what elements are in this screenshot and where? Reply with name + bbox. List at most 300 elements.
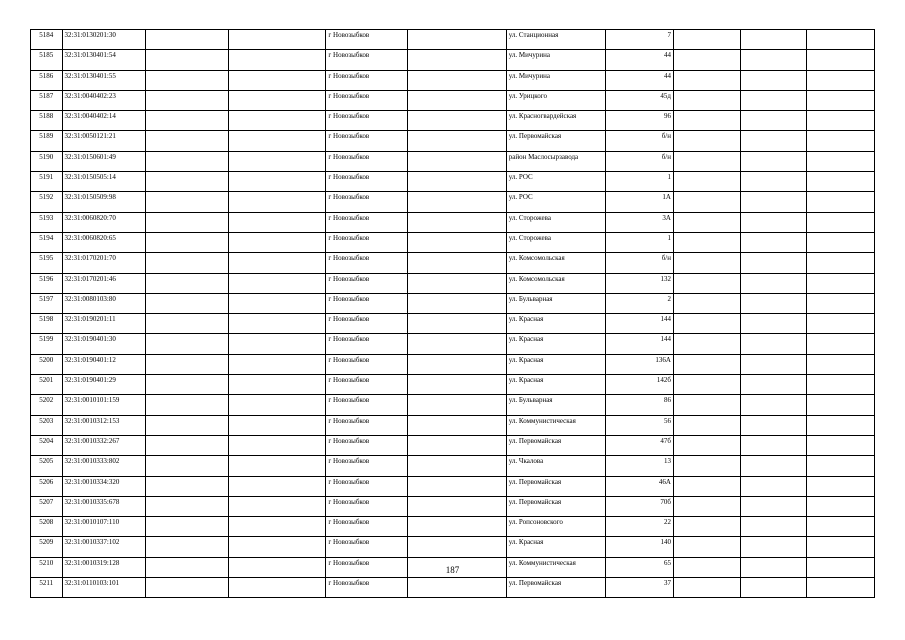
empty-cell	[741, 334, 806, 354]
street-cell: ул. Первомайская	[506, 578, 605, 598]
empty-cell	[673, 90, 740, 110]
empty-cell	[407, 131, 506, 151]
street-cell: ул. Сторожева	[506, 232, 605, 252]
street-cell: ул. Красная	[506, 354, 605, 374]
table-row	[31, 30, 875, 50]
city-cell: г Новозыбков	[326, 293, 407, 313]
row-number-cell: 5208	[31, 517, 63, 537]
house-number-cell: 1	[605, 232, 673, 252]
table-row	[31, 70, 875, 90]
city-cell: г Новозыбков	[326, 517, 407, 537]
row-number-cell: 5186	[31, 70, 63, 90]
row-number-cell: 5206	[31, 476, 63, 496]
row-number-cell: 5201	[31, 375, 63, 395]
table-row	[31, 232, 875, 252]
row-number-cell: 5203	[31, 415, 63, 435]
house-number-cell: 56	[605, 415, 673, 435]
empty-cell	[741, 293, 806, 313]
empty-cell	[407, 456, 506, 476]
empty-cell	[228, 232, 326, 252]
empty-cell	[146, 253, 229, 273]
table-row	[31, 435, 875, 455]
table-row	[31, 253, 875, 273]
house-number-cell: б/н	[605, 253, 673, 273]
house-number-cell: 142б	[605, 375, 673, 395]
empty-cell	[146, 375, 229, 395]
row-number-cell: 5202	[31, 395, 63, 415]
empty-cell	[228, 334, 326, 354]
empty-cell	[806, 415, 875, 435]
cadastral-number-cell: 32:31:0170201:46	[62, 273, 146, 293]
cadastral-number-cell: 32:31:0190401:12	[62, 354, 146, 374]
city-cell: г Новозыбков	[326, 557, 407, 577]
empty-cell	[741, 232, 806, 252]
row-number-cell: 5193	[31, 212, 63, 232]
empty-cell	[146, 70, 229, 90]
empty-cell	[146, 273, 229, 293]
empty-cell	[228, 537, 326, 557]
empty-cell	[673, 314, 740, 334]
empty-cell	[146, 314, 229, 334]
cadastral-number-cell: 32:31:0130201:30	[62, 30, 146, 50]
empty-cell	[741, 253, 806, 273]
street-cell: ул. Первомайская	[506, 435, 605, 455]
cadastral-number-cell: 32:31:0010333:802	[62, 456, 146, 476]
empty-cell	[741, 30, 806, 50]
empty-cell	[806, 151, 875, 171]
empty-cell	[407, 415, 506, 435]
house-number-cell: 65	[605, 557, 673, 577]
house-number-cell: 1А	[605, 192, 673, 212]
empty-cell	[228, 293, 326, 313]
empty-cell	[407, 435, 506, 455]
empty-cell	[673, 212, 740, 232]
house-number-cell: 1	[605, 172, 673, 192]
empty-cell	[806, 578, 875, 598]
row-number-cell: 5184	[31, 30, 63, 50]
empty-cell	[741, 578, 806, 598]
empty-cell	[228, 517, 326, 537]
street-cell: ул. Комсомольская	[506, 273, 605, 293]
empty-cell	[673, 293, 740, 313]
registry-rows	[31, 30, 875, 598]
empty-cell	[228, 172, 326, 192]
empty-cell	[146, 435, 229, 455]
street-cell: ул. Коммунистическая	[506, 415, 605, 435]
empty-cell	[407, 375, 506, 395]
city-cell: г Новозыбков	[326, 354, 407, 374]
row-number-cell: 5199	[31, 334, 63, 354]
cadastral-number-cell: 32:31:0110103:101	[62, 578, 146, 598]
empty-cell	[407, 354, 506, 374]
empty-cell	[741, 111, 806, 131]
cadastral-number-cell: 32:31:0010335:678	[62, 496, 146, 516]
city-cell: г Новозыбков	[326, 496, 407, 516]
city-cell: г Новозыбков	[326, 151, 407, 171]
empty-cell	[228, 253, 326, 273]
empty-cell	[806, 232, 875, 252]
empty-cell	[741, 192, 806, 212]
cadastral-number-cell: 32:31:0060820:70	[62, 212, 146, 232]
empty-cell	[806, 334, 875, 354]
empty-cell	[407, 517, 506, 537]
row-number-cell: 5205	[31, 456, 63, 476]
row-number-cell: 5204	[31, 435, 63, 455]
empty-cell	[673, 415, 740, 435]
empty-cell	[741, 354, 806, 374]
empty-cell	[806, 354, 875, 374]
street-cell: ул. РОС	[506, 192, 605, 212]
empty-cell	[407, 334, 506, 354]
row-number-cell: 5198	[31, 314, 63, 334]
cadastral-number-cell: 32:31:0010312:153	[62, 415, 146, 435]
street-cell: ул. Красная	[506, 334, 605, 354]
city-cell: г Новозыбков	[326, 90, 407, 110]
house-number-cell: 22	[605, 517, 673, 537]
empty-cell	[146, 537, 229, 557]
empty-cell	[228, 395, 326, 415]
empty-cell	[673, 273, 740, 293]
house-number-cell: 13	[605, 456, 673, 476]
table-row	[31, 375, 875, 395]
empty-cell	[673, 70, 740, 90]
cadastral-number-cell: 32:31:0010101:159	[62, 395, 146, 415]
empty-cell	[673, 151, 740, 171]
empty-cell	[806, 456, 875, 476]
street-cell: район Маслосырзавода	[506, 151, 605, 171]
cadastral-number-cell: 32:31:0050121:21	[62, 131, 146, 151]
row-number-cell: 5187	[31, 90, 63, 110]
street-cell: ул. Бульварная	[506, 293, 605, 313]
empty-cell	[407, 212, 506, 232]
table-row	[31, 456, 875, 476]
empty-cell	[806, 476, 875, 496]
city-cell: г Новозыбков	[326, 375, 407, 395]
street-cell: ул. Первомайская	[506, 496, 605, 516]
empty-cell	[673, 334, 740, 354]
house-number-cell: 140	[605, 537, 673, 557]
empty-cell	[228, 131, 326, 151]
empty-cell	[741, 395, 806, 415]
cadastral-number-cell: 32:31:0010107:110	[62, 517, 146, 537]
empty-cell	[228, 435, 326, 455]
table-row	[31, 151, 875, 171]
city-cell: г Новозыбков	[326, 111, 407, 131]
city-cell: г Новозыбков	[326, 435, 407, 455]
city-cell: г Новозыбков	[326, 232, 407, 252]
house-number-cell: 132	[605, 273, 673, 293]
row-number-cell: 5189	[31, 131, 63, 151]
empty-cell	[806, 172, 875, 192]
table-row	[31, 111, 875, 131]
empty-cell	[228, 50, 326, 70]
house-number-cell: 7	[605, 30, 673, 50]
cadastral-number-cell: 32:31:0150509:98	[62, 192, 146, 212]
cadastral-number-cell: 32:31:0010334:320	[62, 476, 146, 496]
empty-cell	[228, 354, 326, 374]
empty-cell	[741, 131, 806, 151]
empty-cell	[741, 435, 806, 455]
empty-cell	[806, 70, 875, 90]
empty-cell	[146, 578, 229, 598]
street-cell: ул. Бульварная	[506, 395, 605, 415]
street-cell: ул. Первомайская	[506, 131, 605, 151]
table-row	[31, 90, 875, 110]
city-cell: г Новозыбков	[326, 395, 407, 415]
row-number-cell: 5195	[31, 253, 63, 273]
row-number-cell: 5192	[31, 192, 63, 212]
table-row	[31, 395, 875, 415]
empty-cell	[407, 90, 506, 110]
empty-cell	[146, 50, 229, 70]
empty-cell	[146, 131, 229, 151]
row-number-cell: 5207	[31, 496, 63, 516]
empty-cell	[806, 253, 875, 273]
table-row	[31, 415, 875, 435]
empty-cell	[741, 50, 806, 70]
empty-cell	[146, 172, 229, 192]
house-number-cell: 144	[605, 314, 673, 334]
empty-cell	[407, 578, 506, 598]
empty-cell	[673, 50, 740, 70]
street-cell: ул. РОС	[506, 172, 605, 192]
empty-cell	[228, 476, 326, 496]
city-cell: г Новозыбков	[326, 70, 407, 90]
house-number-cell: 44	[605, 70, 673, 90]
empty-cell	[146, 496, 229, 516]
empty-cell	[407, 70, 506, 90]
house-number-cell: б/н	[605, 151, 673, 171]
row-number-cell: 5191	[31, 172, 63, 192]
empty-cell	[806, 212, 875, 232]
cadastral-number-cell: 32:31:0040402:14	[62, 111, 146, 131]
table-row	[31, 496, 875, 516]
empty-cell	[741, 517, 806, 537]
street-cell: ул. Первомайская	[506, 476, 605, 496]
empty-cell	[146, 212, 229, 232]
empty-cell	[673, 192, 740, 212]
empty-cell	[741, 212, 806, 232]
empty-cell	[407, 151, 506, 171]
empty-cell	[228, 111, 326, 131]
street-cell: ул. Красная	[506, 375, 605, 395]
row-number-cell: 5196	[31, 273, 63, 293]
table-row	[31, 212, 875, 232]
cadastral-number-cell: 32:31:0190401:30	[62, 334, 146, 354]
empty-cell	[806, 435, 875, 455]
house-number-cell: 136А	[605, 354, 673, 374]
street-cell: ул. Станционная	[506, 30, 605, 50]
empty-cell	[146, 90, 229, 110]
empty-cell	[673, 537, 740, 557]
empty-cell	[806, 496, 875, 516]
empty-cell	[146, 517, 229, 537]
row-number-cell: 5185	[31, 50, 63, 70]
cadastral-number-cell: 32:31:0060820:65	[62, 232, 146, 252]
cadastral-number-cell: 32:31:0170201:70	[62, 253, 146, 273]
empty-cell	[806, 192, 875, 212]
empty-cell	[741, 151, 806, 171]
house-number-cell: 46А	[605, 476, 673, 496]
empty-cell	[806, 293, 875, 313]
row-number-cell: 5197	[31, 293, 63, 313]
empty-cell	[146, 415, 229, 435]
empty-cell	[673, 496, 740, 516]
empty-cell	[228, 151, 326, 171]
city-cell: г Новозыбков	[326, 192, 407, 212]
empty-cell	[741, 496, 806, 516]
empty-cell	[407, 314, 506, 334]
table-row	[31, 334, 875, 354]
city-cell: г Новозыбков	[326, 253, 407, 273]
empty-cell	[407, 30, 506, 50]
page-number: 187	[445, 565, 460, 575]
street-cell: ул. Чкалова	[506, 456, 605, 476]
empty-cell	[741, 90, 806, 110]
cadastral-number-cell: 32:31:0150505:14	[62, 172, 146, 192]
house-number-cell: 70б	[605, 496, 673, 516]
house-number-cell: 47б	[605, 435, 673, 455]
cadastral-number-cell: 32:31:0130401:54	[62, 50, 146, 70]
empty-cell	[806, 90, 875, 110]
row-number-cell: 5209	[31, 537, 63, 557]
empty-cell	[228, 375, 326, 395]
cadastral-number-cell: 32:31:0010332:267	[62, 435, 146, 455]
empty-cell	[673, 435, 740, 455]
table-row	[31, 273, 875, 293]
empty-cell	[673, 395, 740, 415]
street-cell: ул. Мичурина	[506, 50, 605, 70]
empty-cell	[407, 273, 506, 293]
empty-cell	[673, 375, 740, 395]
cadastral-number-cell: 32:31:0150601:49	[62, 151, 146, 171]
house-number-cell: 2	[605, 293, 673, 313]
empty-cell	[407, 50, 506, 70]
row-number-cell: 5194	[31, 232, 63, 252]
empty-cell	[673, 517, 740, 537]
table-row	[31, 50, 875, 70]
empty-cell	[806, 111, 875, 131]
table-row	[31, 172, 875, 192]
empty-cell	[228, 90, 326, 110]
row-number-cell: 5210	[31, 557, 63, 577]
cadastral-number-cell: 32:31:0130401:55	[62, 70, 146, 90]
city-cell: г Новозыбков	[326, 131, 407, 151]
street-cell: ул. Сторожева	[506, 212, 605, 232]
house-number-cell: 45д	[605, 90, 673, 110]
table-row	[31, 517, 875, 537]
table-row	[31, 293, 875, 313]
street-cell: ул. Комсомольская	[506, 253, 605, 273]
table-row	[31, 192, 875, 212]
house-number-cell: 96	[605, 111, 673, 131]
empty-cell	[806, 314, 875, 334]
street-cell: ул. Ропсоновского	[506, 517, 605, 537]
empty-cell	[806, 517, 875, 537]
empty-cell	[673, 578, 740, 598]
empty-cell	[146, 232, 229, 252]
empty-cell	[741, 537, 806, 557]
empty-cell	[806, 131, 875, 151]
empty-cell	[146, 456, 229, 476]
empty-cell	[228, 496, 326, 516]
empty-cell	[673, 232, 740, 252]
house-number-cell: 86	[605, 395, 673, 415]
table-row	[31, 314, 875, 334]
empty-cell	[673, 476, 740, 496]
empty-cell	[407, 293, 506, 313]
empty-cell	[146, 293, 229, 313]
empty-cell	[407, 232, 506, 252]
empty-cell	[228, 314, 326, 334]
house-number-cell: 44	[605, 50, 673, 70]
empty-cell	[407, 111, 506, 131]
empty-cell	[673, 30, 740, 50]
cadastral-number-cell: 32:31:0010337:102	[62, 537, 146, 557]
empty-cell	[741, 375, 806, 395]
registry-table	[30, 29, 875, 598]
table-row	[31, 578, 875, 598]
street-cell: ул. Красная	[506, 537, 605, 557]
empty-cell	[407, 253, 506, 273]
street-cell: ул. Коммунистическая	[506, 557, 605, 577]
empty-cell	[673, 111, 740, 131]
cadastral-number-cell: 32:31:0010319:128	[62, 557, 146, 577]
empty-cell	[741, 415, 806, 435]
empty-cell	[741, 273, 806, 293]
city-cell: г Новозыбков	[326, 273, 407, 293]
empty-cell	[673, 354, 740, 374]
empty-cell	[228, 415, 326, 435]
city-cell: г Новозыбков	[326, 578, 407, 598]
empty-cell	[806, 537, 875, 557]
table-row	[31, 354, 875, 374]
empty-cell	[146, 354, 229, 374]
empty-cell	[228, 456, 326, 476]
cadastral-number-cell: 32:31:0190401:29	[62, 375, 146, 395]
empty-cell	[806, 50, 875, 70]
empty-cell	[673, 131, 740, 151]
city-cell: г Новозыбков	[326, 314, 407, 334]
house-number-cell: 144	[605, 334, 673, 354]
empty-cell	[407, 476, 506, 496]
empty-cell	[228, 70, 326, 90]
empty-cell	[407, 395, 506, 415]
empty-cell	[146, 192, 229, 212]
city-cell: г Новозыбков	[326, 334, 407, 354]
city-cell: г Новозыбков	[326, 537, 407, 557]
street-cell: ул. Красная	[506, 314, 605, 334]
empty-cell	[228, 578, 326, 598]
row-number-cell: 5190	[31, 151, 63, 171]
cadastral-number-cell: 32:31:0040402:23	[62, 90, 146, 110]
table-row	[31, 537, 875, 557]
house-number-cell: 37	[605, 578, 673, 598]
cadastral-number-cell: 32:31:0080103:80	[62, 293, 146, 313]
empty-cell	[146, 395, 229, 415]
city-cell: г Новозыбков	[326, 172, 407, 192]
city-cell: г Новозыбков	[326, 30, 407, 50]
empty-cell	[741, 172, 806, 192]
table-row	[31, 131, 875, 151]
street-cell: ул. Мичурина	[506, 70, 605, 90]
table-row	[31, 476, 875, 496]
empty-cell	[228, 30, 326, 50]
row-number-cell: 5200	[31, 354, 63, 374]
empty-cell	[228, 212, 326, 232]
empty-cell	[146, 476, 229, 496]
empty-cell	[228, 192, 326, 212]
